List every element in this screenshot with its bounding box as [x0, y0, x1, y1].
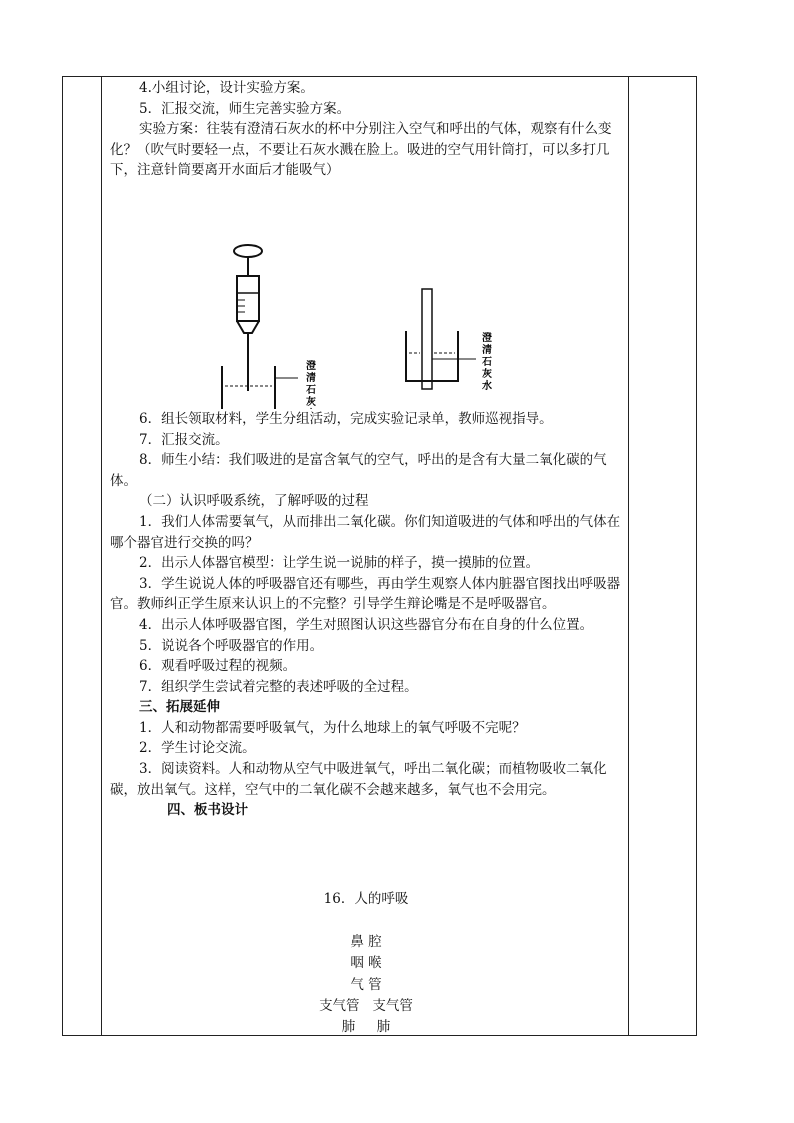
board-line: 鼻 腔 — [350, 934, 382, 950]
list-item: 3．学生说说人体的呼吸器官还有哪些，再由学生观察人体内脏器官图找出呼吸器官。教师纠正学生原来认识上的不完整？引导学生辩论嘴是不是呼吸器官。 — [110, 575, 621, 613]
list-item: 3．阅读资料。人和动物从空气中吸进氧气，呼出二氧化碳；而植物吸收二氧化碳，放出氧气。这样，空气中的二氧化碳不会越来越多，氧气也不会用完。 — [110, 761, 607, 798]
step-text: 4.小组讨论，设计实验方案。 — [139, 80, 314, 96]
list-item: 2．学生讨论交流。 — [139, 740, 256, 757]
left-label-char-4: 灰 — [306, 396, 316, 408]
section-heading: （二）认识呼吸系统，了解呼吸的过程 — [139, 493, 369, 510]
list-item: 7．组织学生尝试着完整的表述呼吸的全过程。 — [139, 678, 418, 695]
board-line: 支气管 支气管 — [319, 998, 413, 1014]
plunger-handle — [234, 245, 262, 257]
experiment-figure — [110, 181, 622, 409]
right-label-char-3: 石 — [482, 356, 492, 368]
right-label-char-4: 灰 — [482, 368, 492, 380]
right-label-char-1: 澄 — [482, 332, 492, 344]
board-title: 16．人的呼吸 — [323, 891, 409, 907]
plan-paragraph: 实验方案：往装有澄清石灰水的杯中分别注入空气和呼出的气体，观察有什么变化？（吹气时要轻一点，不要让石灰水溅在脸上。吸进的空气用针筒打，可以多打几下，注意针筒要离开水面后才能吸气） — [110, 121, 612, 179]
board-line: 肺 肺 — [341, 1019, 391, 1035]
section-heading: 四、板书设计 — [167, 802, 248, 819]
section-heading: 三、拓展延伸 — [139, 699, 220, 716]
step-text: 5．汇报交流，师生完善实验方案。 — [139, 100, 351, 117]
syringe-barrel — [237, 276, 259, 321]
list-item: 4．出示人体呼吸器官图，学生对照图认识这些器官分布在自身的什么位置。 — [139, 616, 594, 633]
board-line: 咽 喉 — [350, 955, 382, 971]
blow-tube — [422, 289, 432, 389]
left-label-char-1: 澄 — [306, 360, 316, 372]
left-label-char-2: 清 — [306, 372, 316, 384]
list-item: 6．观看呼吸过程的视频。 — [139, 658, 297, 675]
list-item: 1．人和动物都需要呼吸氧气，为什么地球上的氧气呼吸不完呢？ — [139, 719, 526, 736]
step-text: 8．师生小结：我们吸进的是富含氧气的空气，呼出的是含有大量二氧化碳的气体。 — [110, 452, 607, 489]
table-column-divider — [628, 77, 629, 1035]
lesson-content — [110, 78, 622, 821]
step-text: 7．汇报交流。 — [139, 431, 229, 448]
list-item: 5．说说各个呼吸器官的作用。 — [139, 637, 324, 654]
table-column-divider — [101, 77, 102, 1035]
right-label-char-5: 水 — [482, 380, 492, 392]
left-label-char-3: 石 — [306, 384, 316, 396]
right-label-char-2: 清 — [482, 344, 492, 356]
experiment-diagram — [110, 181, 622, 409]
syringe-tip — [237, 321, 259, 333]
list-item: 2．出示人体器官模型：让学生说一说肺的样子，摸一摸肺的位置。 — [139, 555, 540, 572]
list-item: 1．我们人体需要氧气，从而排出二氧化碳。你们知道吸进的气体和呼出的气体在哪个器官进行交换的吗？ — [110, 513, 621, 551]
board-line: 气 管 — [350, 977, 382, 993]
step-text: 6．组长领取材料，学生分组活动，完成实验记录单，教师巡视指导。 — [139, 410, 553, 427]
